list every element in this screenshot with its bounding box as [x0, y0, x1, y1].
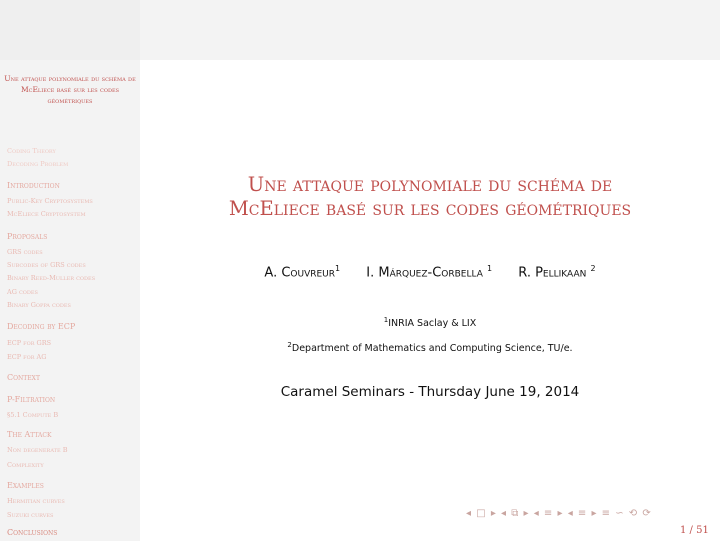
sidebar-item[interactable]: Context [7, 373, 40, 382]
sidebar-item[interactable]: GRS codes [7, 248, 43, 256]
sidebar-item[interactable]: Decoding Problem [7, 160, 69, 168]
author-3: R. Pellikaan $^2$ [518, 264, 596, 281]
sidebar-item[interactable]: Non degenerate B [7, 446, 68, 454]
sidebar-item[interactable]: Subcodes of GRS codes [7, 261, 86, 269]
sidebar-item[interactable]: Proposals [7, 232, 48, 241]
slide-title-line-1: Une attaque polynomiale du schéma de [247, 173, 613, 196]
sidebar-item[interactable]: Introduction [7, 181, 60, 190]
sidebar-item[interactable]: Binary Goppa codes [7, 301, 71, 309]
sidebar-item[interactable]: P-Filtration [7, 395, 56, 404]
sidebar-title[interactable]: Une attaque polynomiale du schéma de McEliece basé sur les codes géométriques [4, 74, 136, 105]
sidebar-header [0, 0, 140, 60]
beamer-navigation-icons[interactable]: ◂ □ ▸ ◂ ⧉ ▸ ◂ ≡ ▸ ◂ ≡ ▸ ≡ ∽ ⟲ ⟳ [466, 508, 652, 519]
sidebar-item[interactable]: Hermitian curves [7, 497, 65, 505]
event-line: Caramel Seminars - Thursday June 19, 2014 [280, 384, 580, 400]
sidebar-item[interactable]: McEliece Cryptosystem [7, 210, 86, 218]
author-2: I. Márquez-Corbella $^1$ [366, 264, 493, 281]
sidebar-item[interactable]: ECP for GRS [7, 339, 52, 347]
sidebar-item[interactable]: Coding Theory [7, 147, 56, 155]
sidebar-item[interactable]: §5.1 Compute B [7, 411, 59, 419]
sidebar-item[interactable]: Complexity [7, 461, 44, 469]
top-bar [140, 0, 720, 60]
sidebar-item[interactable]: ECP for AG [7, 353, 47, 361]
affiliation-1: $^1$INRIA Saclay & LIX [383, 316, 477, 330]
sidebar-item[interactable]: Conclusions [7, 528, 58, 537]
authors [140, 264, 720, 280]
author-1: A. Couvreur$^1$ [264, 264, 341, 281]
sidebar-item[interactable]: Examples [7, 481, 44, 490]
sidebar-item[interactable]: Suzuki curves [7, 511, 54, 519]
sidebar-item[interactable]: Binary Reed-Muller codes [7, 274, 96, 282]
slide-title-line-2: McEliece basé sur les codes géométriques [228, 197, 632, 220]
sidebar-item[interactable]: Decoding by ECP [7, 322, 76, 331]
affiliation-2: $^2$Department of Mathematics and Computing Science, TU/e. [287, 341, 573, 355]
sidebar-item[interactable]: Public-Key Cryptosystems [7, 197, 93, 205]
sidebar-item[interactable]: The Attack [7, 430, 52, 439]
sidebar-item[interactable]: AG codes [7, 288, 38, 296]
page-number: 1 / 51 [680, 525, 709, 536]
